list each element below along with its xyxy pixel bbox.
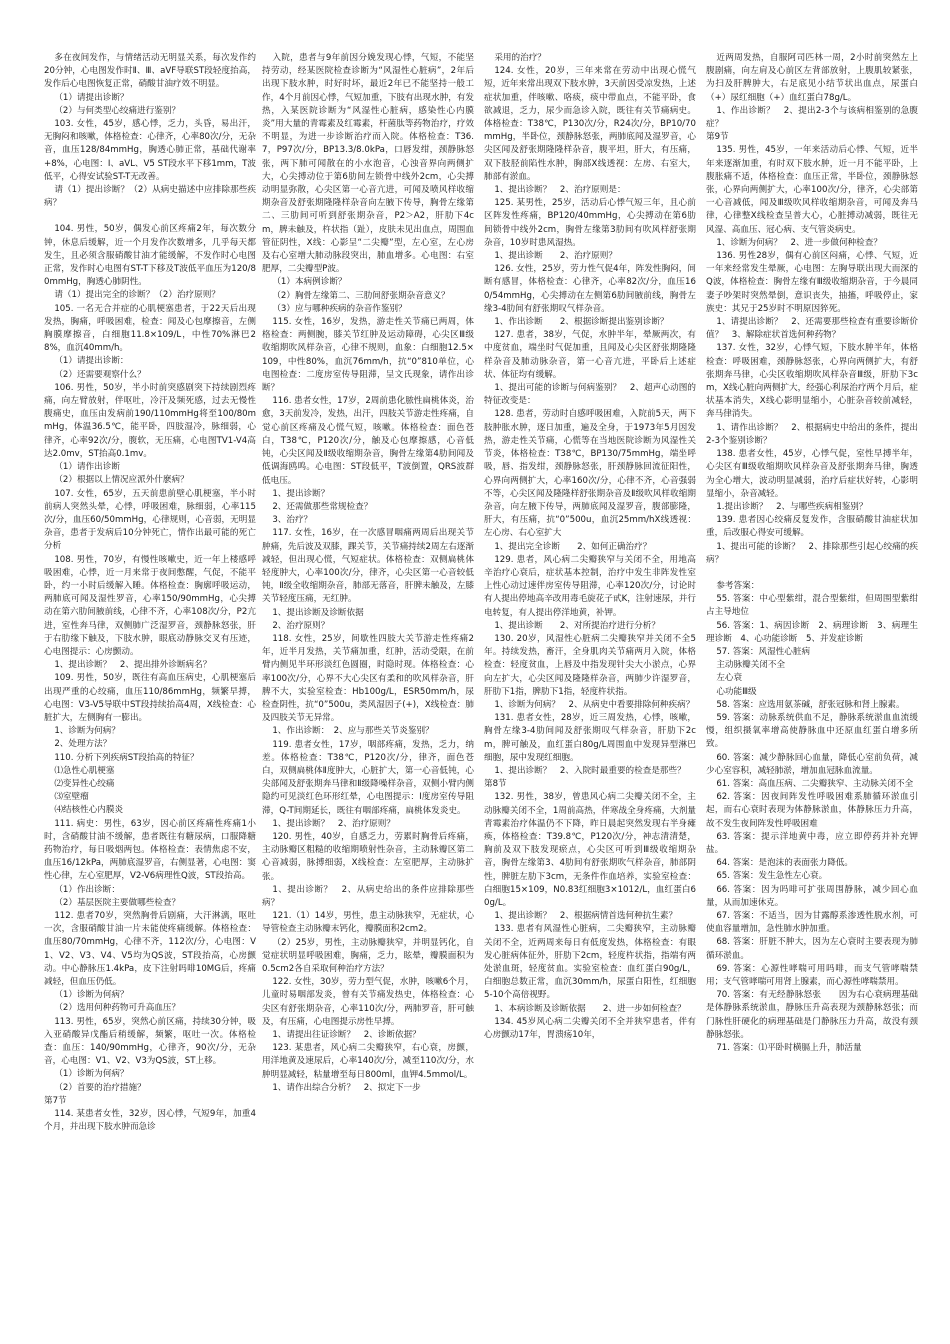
text-column-2: [262, 52, 474, 1342]
paragraph: 57. 答案：风湿性心脏病: [716, 646, 811, 657]
paragraph: 1、请提出往证诊断？ 2、诊断依据？: [272, 1030, 421, 1041]
paragraph: 66. 答案：因为吗啡可扩张周围静脉，减少回心血量，从而加速休克。: [706, 884, 918, 908]
paragraph: 1.提出诊断？ 2、与哪些疾病相鉴别？: [716, 501, 868, 512]
paragraph: 1、诊断为何病？ 2、从病史中看要排除何种疾病？: [494, 699, 695, 710]
paragraph: 64. 答案：是泡沫的表面张力降低。: [716, 858, 854, 869]
paragraph: 参考答案：: [716, 580, 760, 591]
paragraph: 124. 女性，20岁，三年来常在劳动中出现心慌气短，近年来常出现双下肢水肿，3天前因受凉发热，上述症状加重，伴咳嗽、咯痰，痰中带血点，不能平卧，食欲减退，乏力，尿少而急诊入院，既往有关节痛病史。体格检查：T38℃，P130次/分，R24次/分，BP10/70mmHg，半卧位，颈静脉怒张，两肺底闻及湿罗音，心尖区闻及舒张期隆隆样杂音，腹平坦，肝大，有压痛，双下肢胫前陷性水肿，胸部X线透视：左房、右室大，肺部有淤血。: [484, 66, 696, 182]
paragraph: 133. 患者有风湿性心脏病，二尖瓣狭窄，主动脉瓣关闭不全，近两周来每日有低度发热，体格检查：有眼发心脏病体征外，肝肋下2cm，轻度杵状指，指端有两处淤血斑，轻度贫血。实验室检查：血红蛋白90g/L，白细胞总数正常，血沉30mm/h，尿蛋白阳性，红细胞5-10个高倍视野。: [484, 924, 696, 1001]
paragraph: 1、提出诊断？ 2、入院时最重要的检查是那些？: [494, 765, 686, 776]
paragraph: 127. 患者，38岁，气促，水肿半年，晕厥两次，有中度贫血，端坐时气促加重，且闻及心尖区舒张期隆隆样杂音及肺动脉杂音，第一心音亢进，平卧后上述症状、体征均有缓解。: [484, 330, 696, 380]
paragraph: 136. 男性28岁，偶有心前区闷痛，心悸、气短，近一年来经常发生晕厥，心电图：左胸导联出现大而深的Q波，体格检查：胸骨左缘有Ⅲ级收缩期杂音，于今晨同妻子吵架时突然晕倒，意识丧失，抽搐，呼吸停止，家族史：其兄于25岁时不明原因猝死。: [706, 251, 918, 314]
paragraph: 1、作出诊断： 2、应与那些关节炎鉴别？: [272, 726, 434, 737]
paragraph: 61. 答案：高血压病、二尖瓣狭窄、主动脉关闭不全: [716, 778, 914, 789]
paragraph: 139. 患者因心绞痛反复发作，含服硝酸甘油症状加重，后改服心得安可缓解。: [706, 515, 918, 539]
paragraph: 1、提出完全诊断 2、如何正确治疗？: [494, 541, 652, 552]
paragraph: 105. 一名无合并症的心肌梗塞患者，于22天后出现发热，胸痛，呼吸困难，检查：闻及心包摩擦音，左侧胸膜摩擦音，白细胞11.8×109/L，中性70%淋巴28%，血沉40mm/h。: [44, 303, 256, 354]
paragraph: 69. 答案：心源性哮喘可用吗啡，而支气管哮喘禁用；支气管哮喘可用肾上腺素，而心源性哮喘禁用。: [706, 963, 918, 988]
paragraph: 2、治疗原则？: [272, 620, 330, 631]
paragraph: 2、处理方法？: [54, 739, 112, 750]
paragraph: ⑶室壁瘤: [54, 792, 89, 803]
paragraph: 122. 女性，30岁，劳力型气促，水肿，咳嗽6个月，儿童时易咽部发炎，曾有关节痛发热史，体格检查：心尖区有舒张期杂音，心率110次/分，两肺罗音，肝可触及，有压痛，心电图提示房性早搏。: [262, 977, 474, 1027]
paragraph: 67. 答案：不适当，因为甘露醇系渗透性脱水剂，可使血容量增加，急性肺水肿加重。: [706, 911, 918, 935]
paragraph: 112. 患者70岁，突然胸骨后剧痛，大汗淋漓，呕吐一次，含服硝酸甘油一片未能使疼痛缓解。体格检查：血压80/70mmHg，心律不齐，112次/分，心电图：V1、V2、V3、V4、V5均为QS波，ST段抬高，心房颤动。中心静脉压1.4kPa，皮下注射吗啡10MG后，疼痛减轻，但血压仍低。: [44, 911, 256, 988]
paragraph: 117. 女性，16岁，在一次感冒咽痛两周后出现关节肿痛，先后波及双膝，踝关节，关节痛持续2周左右逐渐减轻，但出现心慌，气短症状。体格检查：双侧扁桃体轻度肿大，心率100次/分，律齐，心尖区第一心音较低钝，Ⅱ级全收缩期杂音，肺部无落音，肝脾未触及，左膝关节轻度压痛，无红肿。: [262, 528, 474, 605]
paragraph: 1、提出诊断？ 2、根据病情首选何种抗生素？: [494, 911, 678, 922]
paragraph: 60. 答案：减少静脉回心血量，降低心室前负荷，减少心室容积，减轻肺淤，增加血冠脉血流量。: [706, 752, 918, 776]
paragraph: 1、请提出诊断？ 2、还需要那些检查有重要诊断价值？ 3、解除症状首选何种药物？: [706, 317, 918, 341]
paragraph: 119. 患者女性，17岁，咽部疼痛，发热，乏力，纳差。体格检查：T38℃，P120次/分，律齐，面色苍白，双侧扁桃体Ⅱ度肿大，心脏扩大，第一心音低钝，心尖部闻及舒张期奔马律和Ⅱ级降噪样杂音，双侧小臂内侧隐约可见淡红色环形红晕，心电图提示：I度房室传导阻滞，Q-T间期延长，既往有咽部疼痛，扁桃体发炎史。: [262, 739, 474, 816]
paragraph: 126. 女性，25岁，劳力性气促4年，阵发性胸闷，间断有感冒，体格检查：心律齐，心率82次/分，血压160/54mmHg，心尖搏动在左侧第6肋间腋前线，胸骨左缘3-4肋间有舒张期叹气样杂音。: [484, 264, 696, 314]
paragraph: （2）首要的治疗措施？: [54, 1082, 146, 1093]
paragraph: 第7节: [44, 1095, 67, 1106]
paragraph: 请（1）提出诊断？（2）从病史描述中应排除那些疾病？: [44, 185, 256, 209]
paragraph: （1）请提出诊断：: [54, 356, 129, 367]
paragraph: 62. 答案：因夜间阵发性呼吸困难系肺循环淤血引起，而右心衰时表现为体静脉淤血，体静脉压力升高，故不发生夜间阵发性呼吸困难: [706, 792, 918, 829]
paragraph: 137. 女性，32岁，心悸气短，下肢水肿半年，体格检查：呼吸困难，颈静脉怒张，心界向两侧扩大，有舒张期奔马律，心尖区收缩期吹风样杂音Ⅲ级，肝肋下3cm，X线心脏向两侧扩大，经强心利尿治疗两个月后，症状基本消失，X线心影明显缩小，心脏杂音较前减轻，奔马律消失。: [706, 343, 918, 420]
paragraph: ⑵变异性心绞痛: [54, 778, 115, 789]
paragraph: 134. 45岁风心病二尖瓣关闭不全并狭窄患者，伴有心房颤动17年，胃溃疡10年，: [484, 1016, 696, 1041]
paragraph: （2）胸骨左缘第二、三肋间舒张期杂音意义？: [272, 290, 450, 301]
paragraph: 1、本病诊断及诊断依据 2、进一步如何检查？: [494, 1003, 686, 1014]
paragraph: （1）请作出诊断: [54, 462, 120, 473]
paragraph: 1、提出可能的诊断？ 2、排除那些引起心绞痛的疾病？: [706, 541, 918, 565]
paragraph: 138. 患者女性，45岁，心悸气促，室性早搏半年，心尖区有Ⅲ级收缩期吹风样杂音及舒张期奔马律，胸透为全心增大，波动明显减弱，治疗后症状好转，心影明显缩小，杂音减轻。: [706, 449, 918, 499]
paragraph: 113. 男性，65岁，突然心前区痛，持续30分钟，吸入亚硝酸异戊酯后稍缓解，频繁，呕吐一次。体格检查：血压：140/90mmHg，心律齐，90次/分，无杂音，心电图：V1、V2、V3为QS波，ST上移。: [44, 1016, 256, 1067]
paragraph: 114. 某患者女性，32岁，因心悸，气短9年，加重4个月，并出现下肢水肿而急诊: [44, 1109, 256, 1133]
paragraph: 131. 患者女性，28岁，近三周发热，心悸，咳嗽，胸骨左缘3-4肋间闻及舒张期叹气样杂音，肝肋下2cm，脾可触及，血红蛋白80g/L周围血中发现异型淋巴细胞，尿中发现红细胞。: [484, 713, 696, 763]
paragraph: 118. 女性，25岁，间歇性四肢大关节游走性疼痛2年，近半月发热，关节痛加重，红肿，活动受限，在前臂内侧见半环形淡红色圆圈，时隐时现。体格检查：心率100次/分，心界不大心尖区有柔和的吹风样杂音，肝脾不大，实验室检查：Hb100g/L，ESR50mm/h，尿检查阴性，抗“0”500u，类风湿因子(+)，X线检查：肺及四肢关节无异常。: [262, 633, 474, 724]
paragraph: 59. 答案：动脉系统供血不足，静脉系统淤血血流缓慢，组织摄氧率增高使静脉血中还原血红蛋白增多所致。: [706, 712, 918, 750]
paragraph: 1、诊断为何病？: [54, 726, 120, 737]
paragraph: 135. 男性，45岁，一年来活动后心悸、气短，近半年来逐渐加重，有时双下肢水肿，近一月不能平卧，上腹胀痛不适，体格检查：血压正常，半卧位，颈静脉怒张，心界向两侧扩大，心率100次/分，律齐，心尖部第一心音减低，闻及Ⅲ级吹风样收缩期杂音，可闻及奔马律，心律整X线检查呈普大心，心脏搏动减弱，既往无风湿、高血压、冠心病、支气管炎病史。: [706, 145, 918, 235]
paragraph: 1、诊断为何病？ 2、进一步做何种检查？: [716, 237, 882, 248]
paragraph: 123. 某患者，风心病二尖瓣狭窄，右心衰，房颤，用洋地黄及速尿后，心率140次/分，减至110次/分，水肿明显减轻，粘量增至每日800ml，血钾4.5mmol/L。: [262, 1043, 474, 1080]
paragraph: （1）作出诊断：: [54, 884, 120, 895]
paragraph: 主动脉瓣关闭不全: [716, 660, 786, 671]
paragraph: 106. 男性，50岁，半小时前突感剧突下持续剧烈疼痛，向左臂放射，伴呕吐，冷汗及频死感，过去无慢性腹痛史，血压由发病前190/110mmHg将至100/80mmHg，体温36.5℃，能平卧，四肢湿冷，脉细弱，心律齐，心率92次/分，腹软，无压痛，心电图TV1-V4高达2.0mv，ST抬高0.1mv。: [44, 382, 256, 459]
text-column-1: [44, 52, 256, 1342]
paragraph: 1、提出诊断？ 2、治疗原则？: [272, 818, 395, 829]
paragraph: 110. 分析下列疾病ST段抬高的特征？: [54, 752, 199, 763]
paragraph: 1、请作出综合分析？ 2、拟定下一步: [272, 1082, 421, 1093]
paragraph: 心功能Ⅲ级: [716, 686, 757, 697]
paragraph: （1）诊断为何病？: [54, 1069, 129, 1080]
paragraph: 1、提出诊断？: [272, 488, 330, 499]
paragraph: （2）基层医院主要做哪些检查？: [54, 897, 181, 908]
paragraph: （2）选用何种药物可升高血压？: [54, 1003, 181, 1014]
paragraph: 1、提出诊断？ 2、治疗原则是：: [494, 185, 626, 196]
paragraph: （3）应与哪种疾病的杂音作鉴别？: [272, 303, 407, 314]
paragraph: 1、提出诊断 2、治疗原则？: [494, 251, 617, 262]
paragraph: 68. 答案：肝脏不肿大，因为左心衰时主要表现为肺循环淤血。: [706, 937, 918, 961]
paragraph: （2）还需要观察什么？: [54, 369, 146, 380]
paragraph: （1）本病例诊断？: [272, 277, 347, 288]
paragraph: （1）诊断为何病？: [54, 990, 129, 1001]
paragraph: 2、还需做那些常规检查？: [272, 501, 373, 512]
paragraph: 108. 男性，70岁，有慢性咳嗽史，近一年上楼感呼吸困难，心悸，近一月来常于夜间憋醒，气促，不能平卧，约一小时后缓解入睡。体格检查：胸廓呼吸运动，两肺底可闻及湿性罗音，心率150/90mmHg，心尖搏动在第六肋间腋前线，心律不齐，心率108次/分，P2亢进，室性奔马律，双侧肺广泛湿罗音，颈静脉怒张，肝于右肋缘下触及，下肢水肿，眼底动静脉交叉有压迹，心电图提示：心房颤动。: [44, 554, 256, 657]
paragraph: 左心衰: [716, 673, 743, 684]
paragraph: 115. 女性，16岁，发热，游走性关节痛已两周，体格检查：两侧腕，膝关节红肿及运动障碍，心尖区Ⅲ级收缩期吹风样杂音，心律不规则，血象：白细胞12.5×109，中性80%，血沉76mm/h，抗“0”810单位，心电图检查：二度房室传导阻滞，呈文氏现象，请作出诊断？: [262, 317, 474, 394]
paragraph: 130. 20岁，风湿性心脏病二尖瓣狭窄并关闭不全5年。持续发热，畜汗，全身肌肉关节痛两月入院，体格检查：轻度贫血，上唇及中指发现针尖大小淤点，心界向左扩大，心尖区闻及隆隆样杂音，两肺少许湿罗音，肝肋下1指，脾肋下1指，轻度杵状指。: [484, 633, 696, 697]
text-column-4: [706, 52, 918, 1342]
paragraph: 第8节: [484, 779, 507, 790]
paragraph: ⑴急性心肌梗塞: [54, 765, 115, 776]
paragraph: 70. 答案：有无经静脉怒张 因为右心衰病理基础是体静脉系统淤血，静脉压升高表现为颈静脉怒张；而门脉性肝硬化的病理基础是门静脉压力升高，故没有颈静脉怒张。: [706, 990, 918, 1040]
paragraph: 103. 女性，45岁，感心悸，乏力，头昏，易出汗，无胸闷和咳嗽，体格检查：心律齐，心率80次/分，无杂音，血压128/84mmHg，胸透心肺正常，基础代谢率+8%，心电图：Ⅰ、aVL、V5 ST段水平下移1mm，T波低平，心得安试验ST-T无改善。: [44, 119, 256, 182]
paragraph: 111. 病史：男性，63岁，因心前区疼痛性疼痛1小时，含硝酸甘油不缓解，患者既往有糖尿病，口服降糖药物治疗，每日吸烟两包。体格检查：表情焦虑不安，血压16/12kPa，两肺底湿罗音，右侧显著，心电图：窦性心律，左心室肥厚，V2-V6病理性Q波，ST段抬高。: [44, 818, 256, 882]
paragraph: 1、提出可能的诊断与何病鉴别？ 2、超声心动图的特征改变是：: [484, 383, 696, 407]
paragraph: （2）25岁，男性，主动脉瓣狭窄，并明显钙化，自觉症状明显呼吸困难，胸痛，乏力，眩晕，瓣膜面积为0.5cm2各自采取何种治疗方法？: [262, 937, 474, 975]
paragraph: （1）请提出诊断？: [54, 92, 129, 103]
paragraph: 58. 答案：应选用氨茶碱，舒张冠脉和肾上腺素。: [716, 699, 905, 710]
paragraph: 132. 男性，38岁，曾患风心病二尖瓣关闭不全，主动脉瓣关闭不全，1周前高热，伴寒战全身疼痛，大剂量青霉素治疗体温仍不下降，昨日晨起突然发现右半身瘫痪，体格检查：T39.8℃，P120次/分，神志清清楚，胸前及双下肢发现瘀点，心尖区可听到Ⅲ级收缩期杂音，胸骨左缘第3、4肋间有舒张期吹气样杂音，肺部阴性，脾脏左肋下3cm，无条件作血培养，实验室检查：白细胞15×109，N0.83红细胞3×1012/L，血红蛋白60g/L。: [484, 792, 696, 908]
paragraph: ⑷结核性心内膜炎: [54, 805, 124, 816]
paragraph: 63. 答案：提示洋地黄中毒，应立即停药并补充钾盐。: [706, 831, 918, 855]
paragraph: 55. 答案：中心型紫绀，混合型紫绀，但周围型紫绀占主导地位: [706, 594, 918, 618]
paragraph: 71. 答案：⑴平卧时横膈上升，肺活量: [716, 1043, 862, 1054]
text-column-3: [484, 52, 696, 1342]
paragraph: 3、治疗？: [272, 515, 313, 526]
paragraph: 多在夜间发作，与情绪活动无明显关系，每次发作约20分钟，心电图发作时Ⅱ、Ⅲ、aVF导联ST段轻度抬高，发作后心电图恢复正常，硝酸甘油疗效不明显。: [44, 53, 256, 90]
paragraph: 采用的治疗？: [494, 53, 546, 63]
paragraph: 1、请作出诊断？ 2、根据病史中给出的条件，提出2-3个鉴别诊断？: [706, 422, 918, 446]
paragraph: 128. 患者，劳动时自感呼吸困难，入院前5天，两下肢肿胀水肿，逐日加重，遍及全身，于1973年5月因发热，游走性关节痛，心慌等在当地医院诊断为风湿性关节炎，体格检查：T38℃，BP130/75mmHg，端坐呼吸，唇、指发绀，颈静脉怒张，肝颈静脉回流征阳性，心界向两侧扩大，心率160次/分，心律不齐，心音强弱不等，心尖区闻及隆隆样舒张期杂音及Ⅱ级吹风样收缩期杂音，向左腋下传导，两肺底闻及湿罗音，腹部膨隆，肝大，有压痛，抗“0”500u，血沉25mm/hX线透视：左心房、右心室扩大: [484, 409, 696, 539]
paragraph: 请（1）提出完全的诊断？（2）治疗原则？: [54, 290, 220, 301]
paragraph: 1、作出诊断 2、根据诊断提出鉴别诊断？: [494, 317, 669, 328]
paragraph: 109. 男性，50岁，既往有高血压病史，心肌梗塞后出现严重的心绞痛，血压110/86mmHg，频繁早搏，心电图：V3-V5导联中ST段持续抬高4周，X线检查：心脏扩大，左侧胸有一膨出。: [44, 673, 256, 723]
paragraph: 129. 患者，风心病二尖瓣狭窄与关闭不全，用地高辛治疗心衰后，症状基本控制，治疗中发生非阵发性室上性心动过速伴房室传导阻滞，心率120次/分，讨论时有人提出停地高辛改用毒毛旋花子甙K，注射速尿，并行电转复，有人提出停洋地黄，补钾。: [484, 554, 696, 618]
paragraph: 121.（1）14岁，男性，患主动脉狭窄，无症状，心导管检查主动脉瓣末钙化，瓣膜面积2cm2。: [262, 911, 474, 935]
paragraph: 56. 答案：1、病因诊断 2、病理诊断 3、病理生理诊断 4、心功能诊断 5、并发症诊断: [706, 620, 918, 644]
paragraph: 1、作出诊断？ 2、提出2-3个与该病相鉴别的急腹症？: [706, 105, 918, 130]
paragraph: 1、提出诊断？ 2、提出排外诊断病名？: [54, 660, 212, 671]
paragraph: 125. 某男性，25岁，活动后心悸气短三年，且心前区阵发性疼痛，BP120/40mmHg，心尖搏动在第6肋间锁骨中线外2cm，胸骨左缘第3肋间有吹风样舒张期杂音，10岁时患风湿热。: [484, 198, 696, 248]
paragraph: （2）与何类型心绞痛进行鉴别？: [54, 105, 181, 116]
paragraph: 65. 答案：发生急性左心衰。: [716, 871, 828, 882]
paragraph: 入院，患者与9年前因分娩发现心悸，气短，不能坚持劳动，经某医院检查诊断为“风湿性心脏病”，2年后出现下肢水肿，时好时坏，最近2年已不能坚持一般工作，4个月前因心悸，气短加重，下肢有出现水肿，有发热，入某医院诊断为“风湿性心脏病，感染性心内膜炎”用大量的青霉素及红霉素，杆菌肽等药物治疗，疗效不明显，为进一步诊断治疗而入院。体格检查：T36.7，P97次/分，BP13.3/8.0kPa，口唇发绀，颈静脉怒张，两下肺可闻散在的小水泡音，心浊音界向两侧扩大，心尖搏动位于第6肋间左锁骨中线外2cm，心尖搏动明显弥散，心尖区第一心音亢进，可闻及喷风样收缩期杂音及舒张期隆隆样杂音向左腋下传导，胸骨左缘第二、三肋间可听到舒张期杂音，P2＞A2，肝肋下4cm，脾未触及，杵状指（趾），皮肤未见出血点，周围血管征阴性，X线：心影呈“二尖瓣”型，左心室，左心房及右心室增大肺动脉段突出，肺血增多。心电图：右室肥厚，二尖瓣型P波。: [262, 53, 474, 275]
paragraph: 104. 男性，50岁，偶发心前区疼痛2年，每次数分钟，休息后缓解，近一个月发作次数增多，几乎每天都发生，且必须含服硝酸甘油才能缓解，不发作时心电图正常，发作时心电图有ST-T下移及T波低平血压为120/80mmHg，胸透心肺阴性。: [44, 224, 256, 288]
paragraph: 第9节: [706, 132, 729, 143]
paragraph: 107. 女性，65岁，五天前患前壁心肌梗塞，半小时前病人突然头晕，心悸，呼吸困难，脉细弱，心率115次/分，血压60/50mmHg，心律规则，心音弱，无明显杂音，患者于发病后10分钟死亡，情作出最可能的死亡分析: [44, 488, 256, 552]
paragraph: （2）根据以上情况应派外什麽病？: [54, 475, 189, 486]
paragraph: 1、提出诊断？ 2、从病史给出的条件应排除那些病？: [262, 884, 474, 908]
paragraph: 1、提出诊断 2、对所提治疗进行分析？: [494, 620, 660, 631]
paragraph: 120. 男性，40岁，自感乏力，劳累时胸骨后疼痛，主动脉瓣区粗糙的收缩期喷射性杂音，主动脉瓣区第二心音减弱，脉搏细弱，X线检查：左室肥厚，主动脉扩张。: [262, 831, 474, 882]
paragraph: 116. 患者女性，17岁，2周前患化脓性扁桃体炎，治愈，3天前发冷，发热，出汗，四肢关节游走性疼痛，自觉心前区疼痛及心慌气短，咳嗽。体格检查：面色苍白，T38℃，P120次/分，触及心包摩擦感，心音低钝，心尖区闻及Ⅱ级收缩期杂音，胸骨左缘第4肋间闻及低调海鸥鸣。心电图：ST段低平，T波倒置，QRS波群低电压。: [262, 396, 474, 486]
paragraph: 近两周发热，自服阿司匹林一周，2小时前突然左上腹剧痛，向左肩及心前区左背部放射，上腹肌较紧张，为扫及肝脾肿大，右足底见小结节状出血点，尿蛋白（+）尿红细胞（+）血红蛋白78g/L。: [706, 53, 918, 103]
paragraph: 1、提出诊断及诊断依据: [272, 607, 364, 618]
